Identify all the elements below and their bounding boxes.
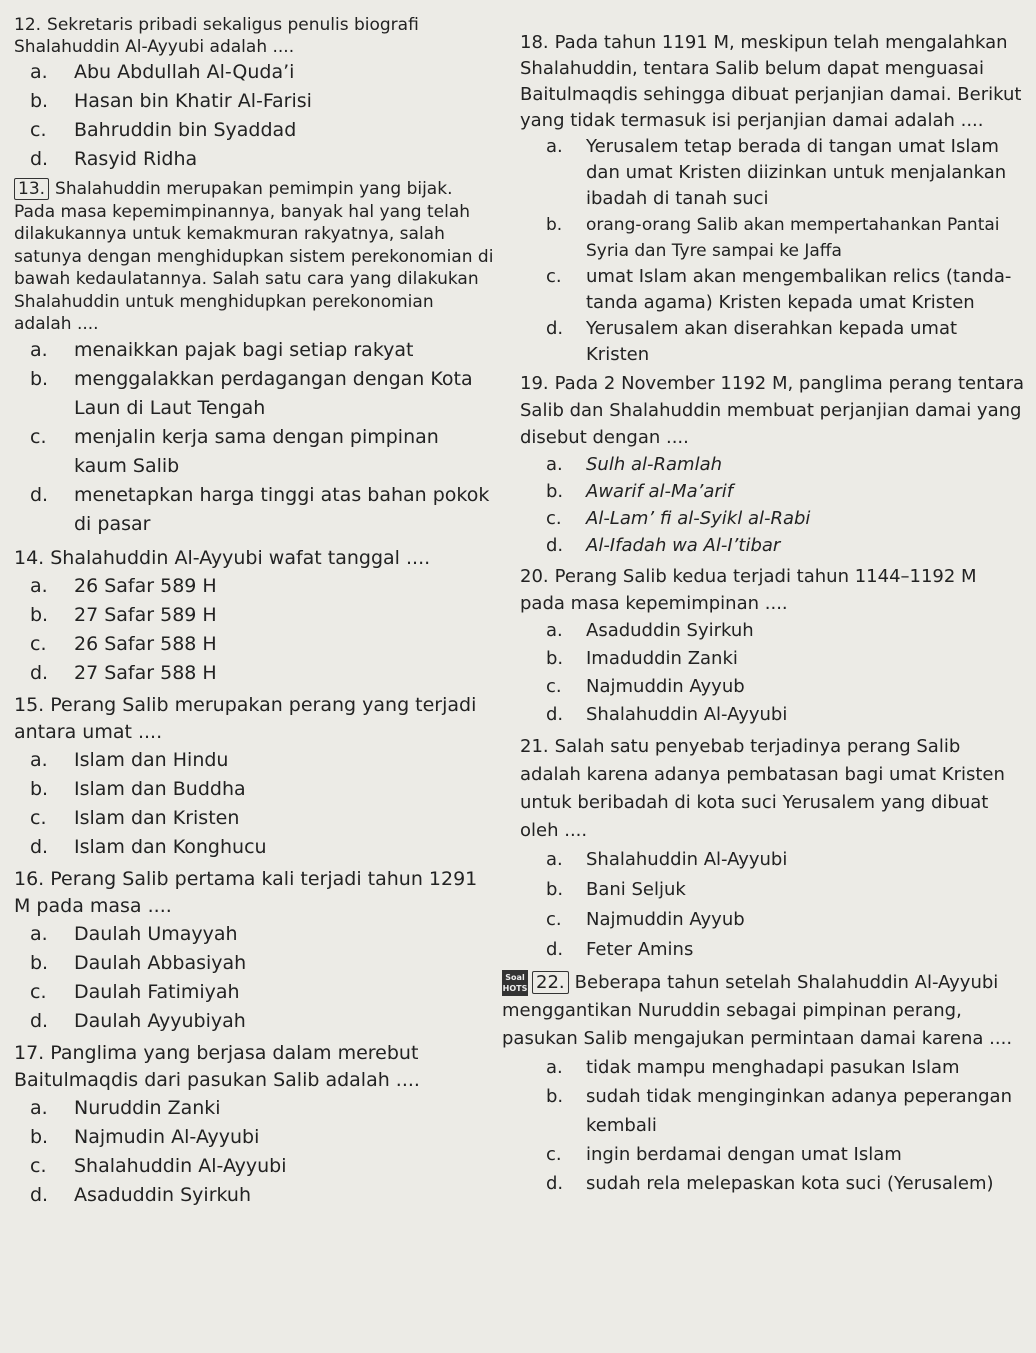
question-13: [14, 178, 494, 539]
option-b[interactable]: [14, 1123, 494, 1152]
option-b[interactable]: [520, 1082, 1026, 1140]
option-text: sudah tidak menginginkan adanya peperangan kembali: [586, 1086, 1012, 1136]
option-b[interactable]: [520, 875, 1026, 905]
option-letter: c.: [30, 119, 47, 141]
option-b[interactable]: [520, 212, 1026, 264]
option-text: Feter Amins: [586, 939, 694, 960]
option-letter: c.: [546, 1144, 562, 1165]
question-number: 19.: [520, 373, 549, 394]
question-number: 18.: [520, 32, 549, 53]
option-letter: d.: [546, 704, 564, 725]
option-b[interactable]: [520, 645, 1026, 673]
question-stem: [520, 733, 1026, 845]
option-letter: d.: [546, 939, 564, 960]
options-list: [520, 451, 1026, 559]
option-letter: c.: [546, 508, 562, 529]
option-b[interactable]: [14, 365, 494, 423]
option-d[interactable]: [14, 481, 494, 539]
option-a[interactable]: [14, 920, 494, 949]
option-text: Daulah Ayyubiyah: [74, 1009, 246, 1032]
option-a[interactable]: [520, 134, 1026, 212]
option-d[interactable]: [14, 145, 494, 174]
option-letter: c.: [30, 425, 47, 448]
question-text: Panglima yang berjasa dalam merebut Baitulmaqdis dari pasukan Salib adalah ....: [14, 1041, 420, 1091]
option-text: Abu Abdullah Al-Quda’i: [74, 61, 295, 83]
option-a[interactable]: [14, 1094, 494, 1123]
question-text: Sekretaris pribadi sekaligus penulis biografi Shalahuddin Al-Ayyubi adalah ....: [14, 15, 419, 57]
question-number: 14.: [14, 546, 45, 569]
option-letter: b.: [30, 1125, 49, 1148]
option-d[interactable]: [520, 701, 1026, 729]
option-text: Daulah Abbasiyah: [74, 951, 247, 974]
option-text: menaikkan pajak bagi setiap rakyat: [74, 338, 414, 361]
option-letter: b.: [30, 603, 49, 626]
option-text: Najmuddin Ayyub: [586, 909, 745, 930]
option-text: Najmudin Al-Ayyubi: [74, 1125, 260, 1148]
option-text: 26 Safar 589 H: [74, 574, 217, 597]
option-text: Islam dan Kristen: [74, 806, 240, 829]
options-list: [14, 746, 494, 862]
question-stem: [14, 178, 494, 336]
option-c[interactable]: [14, 804, 494, 833]
option-text: Bani Seljuk: [586, 879, 686, 900]
option-letter: a.: [30, 748, 48, 771]
question-stem: [520, 563, 1026, 617]
option-text: umat Islam akan mengembalikan relics (tanda-tanda agama) Kristen kepada umat Kristen: [586, 266, 1012, 313]
question-19: [520, 370, 1026, 559]
option-text: Imaduddin Zanki: [586, 648, 738, 669]
question-text: Shalahuddin merupakan pemimpin yang bijak. Pada masa kepemimpinannya, banyak hal yang telah dilakukannya untuk kemakmuran rakyatnya, salah satunya dengan menghidupkan sistem perekonomian di bawah kedaulatannya. Salah satu cara yang dilakukan Shalahuddin untuk menghidupkan perekonomian adalah ....: [14, 179, 494, 334]
question-text: Beberapa tahun setelah Shalahuddin Al-Ayyubi menggantikan Nuruddin sebagai pimpinan perang, pasukan Salib mengajukan permintaan damai karena ....: [502, 972, 1013, 1049]
options-list: [520, 845, 1026, 965]
question-stem: [14, 545, 494, 572]
option-text: Al-Lam’ fi al-Syikl al-Rabi: [586, 508, 811, 529]
option-text: Najmuddin Ayyub: [586, 676, 745, 697]
question-number: 17.: [14, 1041, 45, 1064]
option-letter: c.: [30, 1154, 47, 1177]
option-letter: c.: [30, 806, 47, 829]
hots-badge-top: Soal: [505, 973, 525, 982]
option-text: Sulh al-Ramlah: [586, 454, 723, 475]
option-b[interactable]: [14, 601, 494, 630]
option-text: 27 Safar 588 H: [74, 661, 217, 684]
option-b[interactable]: [14, 87, 494, 116]
option-letter: d.: [30, 835, 49, 858]
question-12: [14, 14, 494, 174]
question-stem: [520, 370, 1026, 451]
option-c[interactable]: [520, 673, 1026, 701]
option-text: Nuruddin Zanki: [74, 1096, 221, 1119]
question-17: [14, 1040, 494, 1210]
options-list: [14, 572, 494, 688]
question-18: [520, 30, 1026, 368]
question-number: 22.: [532, 971, 569, 994]
option-c[interactable]: [14, 978, 494, 1007]
question-stem: [14, 692, 494, 746]
left-column: [14, 14, 494, 1210]
hots-badge-icon: [502, 970, 528, 996]
question-20: [520, 563, 1026, 729]
question-text: Pada tahun 1191 M, meskipun telah mengalahkan Shalahuddin, tentara Salib belum dapat menguasai Baitulmaqdis sehingga dibuat perjanjian damai. Berikut yang tidak termasuk isi perjanjian damai adalah ....: [520, 32, 1022, 131]
option-text: Rasyid Ridha: [74, 148, 198, 170]
option-letter: b.: [30, 367, 49, 390]
options-list: [520, 134, 1026, 368]
option-letter: b.: [546, 1086, 564, 1107]
option-text: Shalahuddin Al-Ayyubi: [586, 704, 788, 725]
option-text: Yerusalem akan diserahkan kepada umat Kristen: [586, 318, 958, 365]
question-stem: [14, 866, 494, 920]
option-d[interactable]: [14, 833, 494, 862]
option-letter: a.: [30, 338, 48, 361]
option-text: Daulah Fatimiyah: [74, 980, 240, 1003]
question-number: 13.: [14, 178, 49, 200]
option-letter: c.: [30, 632, 47, 655]
option-b[interactable]: [14, 775, 494, 804]
option-text: Yerusalem tetap berada di tangan umat Islam dan umat Kristen diizinkan untuk menjalankan ibadah di tanah suci: [586, 136, 1007, 209]
option-text: Islam dan Buddha: [74, 777, 246, 800]
option-letter: c.: [30, 980, 47, 1003]
question-14: [14, 545, 494, 688]
option-text: orang-orang Salib akan mempertahankan Pantai Syria dan Tyre sampai ke Jaffa: [586, 215, 1000, 261]
option-d[interactable]: [520, 532, 1026, 559]
option-text: Shalahuddin Al-Ayyubi: [586, 849, 788, 870]
option-letter: d.: [546, 1173, 564, 1194]
option-letter: a.: [30, 922, 48, 945]
option-text: menetapkan harga tinggi atas bahan pokok di pasar: [74, 483, 490, 535]
options-list: [520, 1053, 1026, 1198]
question-21: [520, 733, 1026, 965]
hots-badge-bottom: HOTS: [502, 984, 528, 993]
option-letter: d.: [30, 148, 49, 170]
question-number: 15.: [14, 693, 45, 716]
right-column: [502, 30, 1026, 1198]
option-text: tidak mampu menghadapi pasukan Islam: [586, 1057, 960, 1078]
option-letter: c.: [546, 266, 562, 287]
option-text: sudah rela melepaskan kota suci (Yerusalem): [586, 1173, 994, 1194]
option-a[interactable]: [14, 572, 494, 601]
option-text: Daulah Umayyah: [74, 922, 238, 945]
options-list: [520, 617, 1026, 729]
option-letter: d.: [546, 318, 564, 339]
option-letter: d.: [30, 1009, 49, 1032]
question-text: Salah satu penyebab terjadinya perang Salib adalah karena adanya pembatasan bagi umat Kristen untuk beribadah di kota suci Yerusalem yang dibuat oleh ....: [520, 736, 1005, 841]
question-15: [14, 692, 494, 862]
option-a[interactable]: [520, 451, 1026, 478]
option-text: menggalakkan perdagangan dengan Kota Laun di Laut Tengah: [74, 367, 473, 419]
option-letter: a.: [546, 136, 563, 157]
question-text: Shalahuddin Al-Ayyubi wafat tanggal ....: [50, 546, 431, 569]
option-text: Shalahuddin Al-Ayyubi: [74, 1154, 287, 1177]
option-letter: b.: [30, 90, 49, 112]
question-number: 16.: [14, 867, 45, 890]
question-text: Perang Salib pertama kali terjadi tahun 1291 M pada masa ....: [14, 867, 478, 917]
option-text: Asaduddin Syirkuh: [586, 620, 754, 641]
question-text: Perang Salib merupakan perang yang terjadi antara umat ....: [14, 693, 477, 743]
option-letter: a.: [546, 620, 563, 641]
option-text: 27 Safar 589 H: [74, 603, 217, 626]
option-letter: d.: [546, 535, 564, 556]
option-letter: b.: [546, 215, 563, 235]
options-list: [14, 336, 494, 539]
options-list: [14, 58, 494, 174]
option-letter: a.: [30, 574, 48, 597]
option-text: Awarif al-Ma’arif: [586, 481, 734, 502]
option-d[interactable]: [520, 316, 1026, 368]
option-letter: b.: [546, 648, 564, 669]
option-letter: a.: [30, 1096, 48, 1119]
option-c[interactable]: [520, 1140, 1026, 1169]
option-b[interactable]: [14, 949, 494, 978]
question-stem: [520, 30, 1026, 134]
option-text: ingin berdamai dengan umat Islam: [586, 1144, 902, 1165]
option-letter: b.: [546, 481, 564, 502]
option-c[interactable]: [520, 264, 1026, 316]
option-d[interactable]: [520, 935, 1026, 965]
question-stem: [502, 969, 1026, 1053]
option-a[interactable]: [14, 746, 494, 775]
option-letter: d.: [30, 483, 49, 506]
option-c[interactable]: [14, 630, 494, 659]
options-list: [14, 1094, 494, 1210]
option-c[interactable]: [14, 423, 494, 481]
options-list: [14, 920, 494, 1036]
option-d[interactable]: [14, 1181, 494, 1210]
option-a[interactable]: [14, 58, 494, 87]
option-a[interactable]: [520, 845, 1026, 875]
option-c[interactable]: [520, 505, 1026, 532]
option-d[interactable]: [14, 1007, 494, 1036]
option-letter: b.: [30, 777, 49, 800]
option-letter: a.: [30, 61, 48, 83]
question-text: Pada 2 November 1192 M, panglima perang tentara Salib dan Shalahuddin membuat perjanjian damai yang disebut dengan ....: [520, 373, 1025, 448]
option-letter: a.: [546, 1057, 563, 1078]
question-number: 20.: [520, 566, 549, 587]
option-letter: a.: [546, 849, 563, 870]
question-16: [14, 866, 494, 1036]
option-text: 26 Safar 588 H: [74, 632, 217, 655]
option-c[interactable]: [14, 1152, 494, 1181]
option-letter: d.: [30, 661, 49, 684]
option-text: menjalin kerja sama dengan pimpinan kaum Salib: [74, 425, 439, 477]
option-letter: c.: [546, 909, 562, 930]
option-text: Hasan bin Khatir Al-Farisi: [74, 90, 312, 112]
option-letter: b.: [30, 951, 49, 974]
option-a[interactable]: [14, 336, 494, 365]
option-c[interactable]: [14, 116, 494, 145]
option-text: Bahruddin bin Syaddad: [74, 119, 297, 141]
option-text: Al-Ifadah wa Al-I’tibar: [586, 535, 781, 556]
option-text: Islam dan Hindu: [74, 748, 229, 771]
option-d[interactable]: [520, 1169, 1026, 1198]
option-letter: c.: [546, 676, 562, 697]
option-text: Islam dan Konghucu: [74, 835, 267, 858]
option-a[interactable]: [520, 1053, 1026, 1082]
question-number: 21.: [520, 736, 549, 757]
question-stem: [14, 1040, 494, 1094]
option-letter: a.: [546, 454, 563, 475]
option-c[interactable]: [520, 905, 1026, 935]
question-22: [502, 969, 1026, 1198]
question-stem: [14, 14, 494, 58]
question-text: Perang Salib kedua terjadi tahun 1144–1192 M pada masa kepemimpinan ....: [520, 566, 977, 614]
question-number: 12.: [14, 15, 42, 35]
option-letter: d.: [30, 1183, 49, 1206]
option-d[interactable]: [14, 659, 494, 688]
option-b[interactable]: [520, 478, 1026, 505]
option-letter: b.: [546, 879, 564, 900]
option-text: Asaduddin Syirkuh: [74, 1183, 252, 1206]
option-a[interactable]: [520, 617, 1026, 645]
